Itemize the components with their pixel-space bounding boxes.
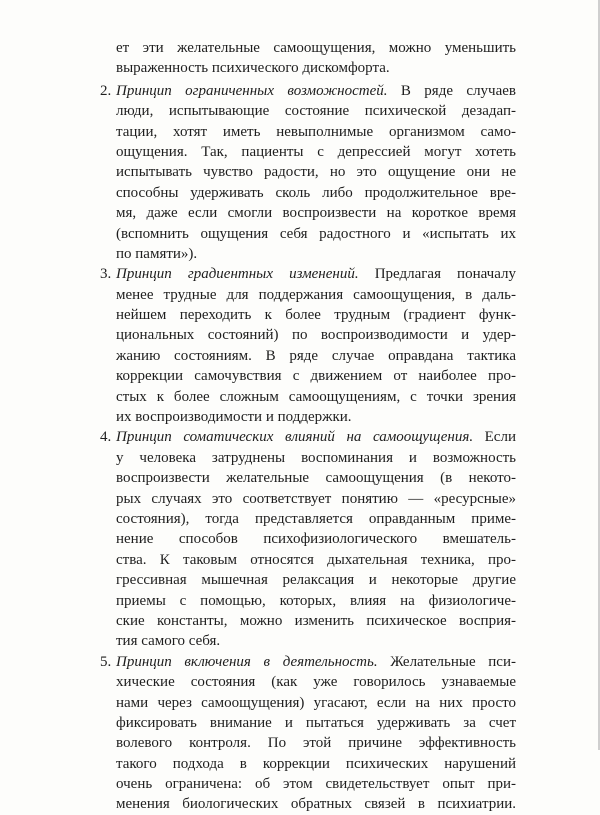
- list-number: 4.: [100, 429, 112, 446]
- text-line: состояния), тогда представляется оправданным приме-: [116, 510, 516, 527]
- list-item-heading-line: [116, 652, 516, 672]
- text-line: у человека затруднены воспоминания и возможность: [116, 449, 516, 466]
- text-line: тия самого себя.: [116, 633, 221, 650]
- text-line: нами через самоощущения) угасают, если на них просто: [116, 694, 516, 711]
- text-line: их воспроизводимости и поддержки.: [116, 409, 352, 426]
- list-number: 2.: [100, 82, 112, 99]
- principle-title: Принцип градиентных изменений.: [116, 266, 359, 283]
- text-line: рых случаях это соответствует понятию — «ресурсные»: [116, 490, 516, 507]
- text-line: по памяти»).: [116, 245, 198, 262]
- text-line: нение способов психофизиологического вмешатель-: [116, 531, 516, 548]
- text-line: способны удерживать сколь либо продолжительное вре-: [116, 184, 516, 201]
- text-line: люди, испытывающие состояние психической дезадап-: [116, 103, 516, 120]
- list-item-heading-line: [116, 427, 516, 447]
- list-item-4: [100, 427, 516, 651]
- list-item-3: [100, 264, 516, 427]
- text-line: ства. К таковым относятся дыхательная техника, про-: [116, 551, 516, 568]
- list-number: 3.: [100, 266, 112, 283]
- principle-title: Принцип ограниченных возможностей.: [116, 82, 388, 99]
- list-number: 5.: [100, 653, 112, 670]
- text-line: такого подхода в коррекции психических нарушений: [116, 755, 516, 772]
- list-item-5: [100, 652, 516, 815]
- text-line: ские константы, можно изменить психическое восприя-: [116, 612, 516, 629]
- text-line: менения биологических обратных связей в психиатрии.: [116, 796, 516, 813]
- text-line: жанию состояниям. В ряде случае оправдана тактика: [116, 347, 516, 364]
- heading-rest: Предлагая поначалу: [358, 266, 516, 283]
- heading-rest: Желательные пси-: [377, 653, 516, 670]
- text-line: тации, хотят иметь невыполнимые организмом само-: [116, 123, 516, 140]
- text-line: приемы с помощью, которых, влияя на физиологиче-: [116, 592, 516, 609]
- text-line: ощущения. Так, пациенты с депрессией могут хотеть: [116, 143, 516, 160]
- text-line: волевого контроля. По этой причине эффективность: [116, 735, 516, 752]
- page-text: [100, 38, 516, 815]
- text-line: грессивная мышечная релаксация и некоторые другие: [116, 572, 516, 589]
- text-line: испытывать чувство радости, но это ощущение они не: [116, 164, 516, 181]
- heading-rest: В ряде случаев: [387, 82, 516, 99]
- text-line: менее трудные для поддержания самоощущения, в даль-: [116, 286, 516, 303]
- text-line: коррекции самочувствия с движением от наиболее про-: [116, 368, 516, 385]
- list-item-heading-line: [116, 81, 516, 101]
- text-line: (вспомнить ощущения себя радостного и «испытать их: [116, 225, 516, 242]
- text-line: циональных состояний) по воспроизводимости и удер-: [116, 327, 516, 344]
- text-line: мя, даже если смогли воспроизвести на короткое время: [116, 205, 516, 222]
- list-item-heading-line: [116, 264, 516, 284]
- text-line: нейшем переходить к более трудным (градиент функ-: [116, 307, 516, 324]
- text-line: стых к более сложным самоощущениям, с точки зрения: [116, 388, 516, 405]
- text-line: хические состояния (как уже говорилось узнаваемые: [116, 674, 516, 691]
- text-line: воспроизвести желательные самоощущения (в некото-: [116, 470, 516, 487]
- heading-rest: Если: [473, 429, 516, 446]
- principle-title: Принцип включения в деятельность.: [116, 653, 378, 670]
- principle-title: Принцип соматических влияний на самоощущения.: [116, 429, 474, 446]
- list-item-2: [100, 81, 516, 265]
- text-line: выраженность психического дискомфорта.: [116, 60, 390, 77]
- text-line: фиксировать внимание и пытаться удерживать за счет: [116, 714, 516, 731]
- text-line: очень ограничена: об этом свидетельствует опыт при-: [116, 776, 516, 793]
- text-line: ет эти желательные самоощущения, можно уменьшить: [116, 40, 516, 56]
- intro-paragraph: [116, 38, 516, 79]
